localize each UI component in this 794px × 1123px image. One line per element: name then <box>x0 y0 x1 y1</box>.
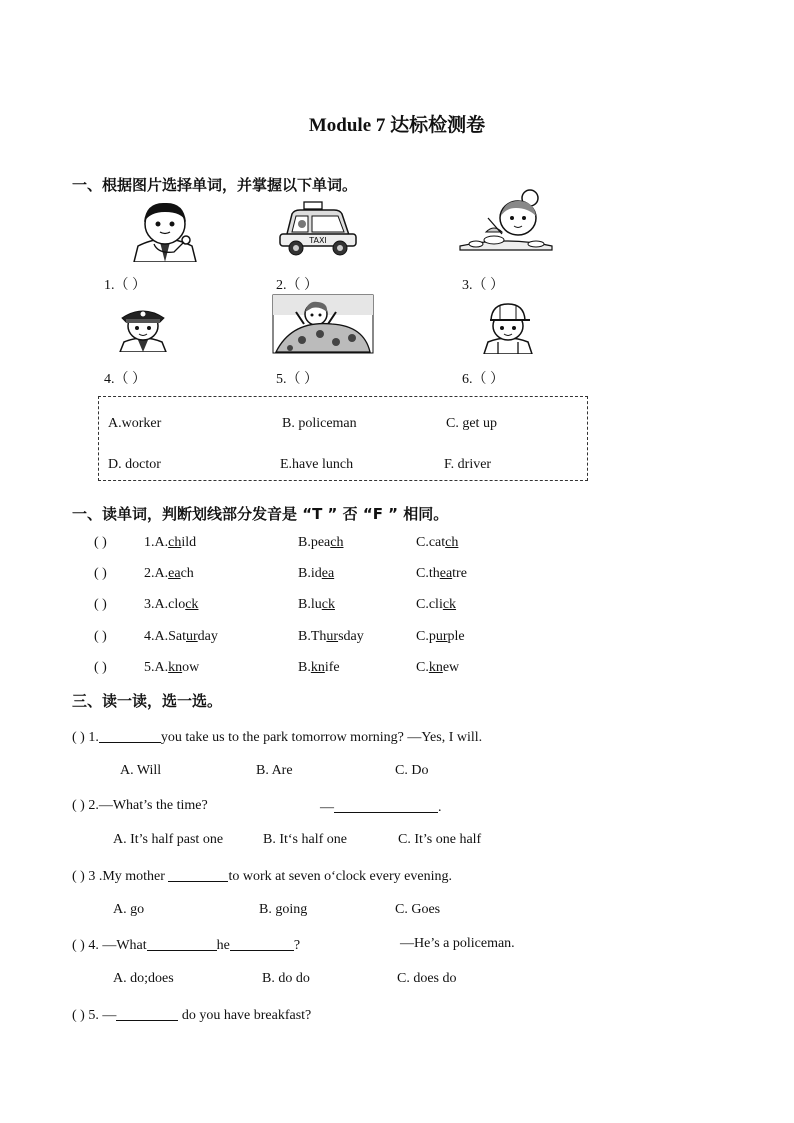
phonics-word-c <box>416 535 458 551</box>
underlined-part: ck <box>321 597 335 612</box>
phonics-word-b <box>298 535 343 551</box>
option-b: B. policeman <box>282 416 357 431</box>
phonics-answer-paren[interactable]: ( ) <box>94 535 107 550</box>
phonics-number: 5. <box>144 660 155 675</box>
question-4-response: —He’s a policeman. <box>400 936 515 951</box>
q4-option-a: A. do;does <box>113 971 174 986</box>
answer-blank[interactable] <box>230 936 294 951</box>
q2-option-b: B. It‘s half one <box>263 832 347 847</box>
answer-blank[interactable] <box>147 936 217 951</box>
underlined-part: ur <box>326 629 339 644</box>
word-part: A.Sat <box>154 629 186 644</box>
phonics-word-c <box>416 629 465 645</box>
underlined-part: ea <box>168 566 181 581</box>
question-1: ( ) 1. you take us to the park tomorrow morning? —Yes, I will. <box>72 730 483 745</box>
underlined-part: ck <box>442 597 457 612</box>
option-e: E.have lunch <box>280 457 354 472</box>
phonics-word-c <box>416 660 459 676</box>
phonics-number: 4. <box>144 629 155 644</box>
underlined-part: ch <box>445 535 459 550</box>
answer-blank[interactable] <box>334 798 438 813</box>
word-part: C.cli <box>416 597 443 612</box>
word-part: B.pea <box>298 535 331 550</box>
underlined-part: ea <box>321 566 335 581</box>
worker-icon <box>478 300 538 354</box>
phonics-word-b <box>298 566 334 582</box>
question-2: ( ) 2.—What’s the time? <box>72 798 208 813</box>
word-part: B.Th <box>298 629 327 644</box>
q2-option-c: C. It’s one half <box>398 832 482 847</box>
q4-option-c: C. does do <box>397 971 457 986</box>
boy-getting-up-icon <box>272 294 374 354</box>
q1-option-b: B. Are <box>256 763 293 778</box>
policeman-icon <box>116 302 170 352</box>
option-c: C. get up <box>446 416 497 431</box>
q4-option-b: B. do do <box>262 971 310 986</box>
word-part: A. <box>154 566 169 581</box>
answer-paren[interactable]: ( ) <box>72 869 85 884</box>
girl-eating-icon <box>458 188 554 254</box>
word-part: sday <box>338 629 364 644</box>
q1-option-c: C. Do <box>395 763 429 778</box>
word-part: ew <box>442 660 460 675</box>
word-part: ow <box>182 660 200 675</box>
section2-heading: 一、读单词，判断划线部分发音是 “T ” 否 “F ” 相同。 <box>72 505 449 523</box>
phonics-number: 3. <box>144 597 155 612</box>
q3-option-b: B. going <box>259 902 308 917</box>
phonics-answer-paren[interactable]: ( ) <box>94 566 107 581</box>
phonics-word-a <box>144 566 194 582</box>
taxi-icon <box>278 198 358 258</box>
phonics-word-b <box>298 660 340 676</box>
section3-heading: 三、读一读，选一选。 <box>72 692 223 710</box>
answer-paren[interactable]: ( ) <box>72 1008 85 1023</box>
phonics-answer-paren[interactable]: ( ) <box>94 597 107 612</box>
phonics-word-c <box>416 597 456 613</box>
word-part: day <box>197 629 218 644</box>
question-2-answer: — . <box>320 800 442 815</box>
item-2-label: 2.（ ） <box>276 278 318 293</box>
word-part: C.p <box>416 629 436 644</box>
underlined-part: kn <box>168 660 183 675</box>
word-part: B.id <box>298 566 322 581</box>
item-4-label: 4.（ ） <box>104 372 146 387</box>
answer-paren[interactable]: ( ) <box>72 938 85 953</box>
phonics-word-a <box>144 660 199 676</box>
word-part: ch <box>180 566 194 581</box>
phonics-word-a <box>144 597 198 613</box>
word-part: C.th <box>416 566 440 581</box>
phonics-word-c <box>416 566 467 582</box>
phonics-number: 2. <box>144 566 155 581</box>
item-6-label: 6.（ ） <box>462 372 504 387</box>
word-part: B.lu <box>298 597 322 612</box>
option-d: D. doctor <box>108 457 161 472</box>
word-part: A. <box>154 535 169 550</box>
phonics-answer-paren[interactable]: ( ) <box>94 629 107 644</box>
underlined-part: kn <box>428 660 443 675</box>
phonics-answer-paren[interactable]: ( ) <box>94 660 107 675</box>
underlined-part: ea <box>439 566 453 581</box>
option-a: A.worker <box>108 416 162 431</box>
phonics-word-a <box>144 629 218 645</box>
word-part: tre <box>452 566 467 581</box>
doctor-icon <box>124 200 206 262</box>
page-title: Module 7 达标检测卷 <box>308 115 486 136</box>
underlined-part: ch <box>330 535 344 550</box>
q1-option-a: A. Will <box>120 763 162 778</box>
word-part: ple <box>447 629 465 644</box>
section1-heading: 一、根据图片选择单词，并掌握以下单词。 <box>72 176 358 194</box>
phonics-word-a <box>144 535 196 551</box>
question-3: ( ) 3 .My mother to work at seven o‘clock every evening. <box>72 869 452 884</box>
question-5: ( ) 5. — do you have breakfast? <box>72 1008 312 1023</box>
item-5-label: 5.（ ） <box>276 372 318 387</box>
answer-paren[interactable]: ( ) <box>72 798 85 813</box>
word-part: ild <box>181 535 197 550</box>
answer-blank[interactable] <box>168 867 228 882</box>
q3-option-c: C. Goes <box>395 902 441 917</box>
underlined-part: ch <box>168 535 182 550</box>
underlined-part: kn <box>310 660 325 675</box>
q3-option-a: A. go <box>113 902 145 917</box>
phonics-word-b <box>298 597 335 613</box>
underlined-part: ck <box>185 597 199 612</box>
answer-blank[interactable] <box>99 728 161 743</box>
answer-paren[interactable]: ( ) <box>72 730 85 745</box>
item-1-label: 1.（ ） <box>104 278 146 293</box>
option-f: F. driver <box>444 457 492 472</box>
word-part: C.cat <box>416 535 446 550</box>
word-part: A.clo <box>154 597 186 612</box>
underlined-part: ur <box>186 629 198 644</box>
question-4: ( ) 4. —What he ? <box>72 938 301 953</box>
phonics-word-b <box>298 629 364 645</box>
word-part: ife <box>324 660 340 675</box>
word-part: C. <box>416 660 429 675</box>
word-part: B. <box>298 660 311 675</box>
q2-option-a: A. It’s half past one <box>113 832 224 847</box>
phonics-number: 1. <box>144 535 155 550</box>
item-3-label: 3.（ ） <box>462 278 504 293</box>
answer-blank[interactable] <box>116 1006 178 1021</box>
svg-text:TAXI: TAXI <box>309 236 327 245</box>
underlined-part: ur <box>435 629 448 644</box>
word-part: A. <box>154 660 169 675</box>
